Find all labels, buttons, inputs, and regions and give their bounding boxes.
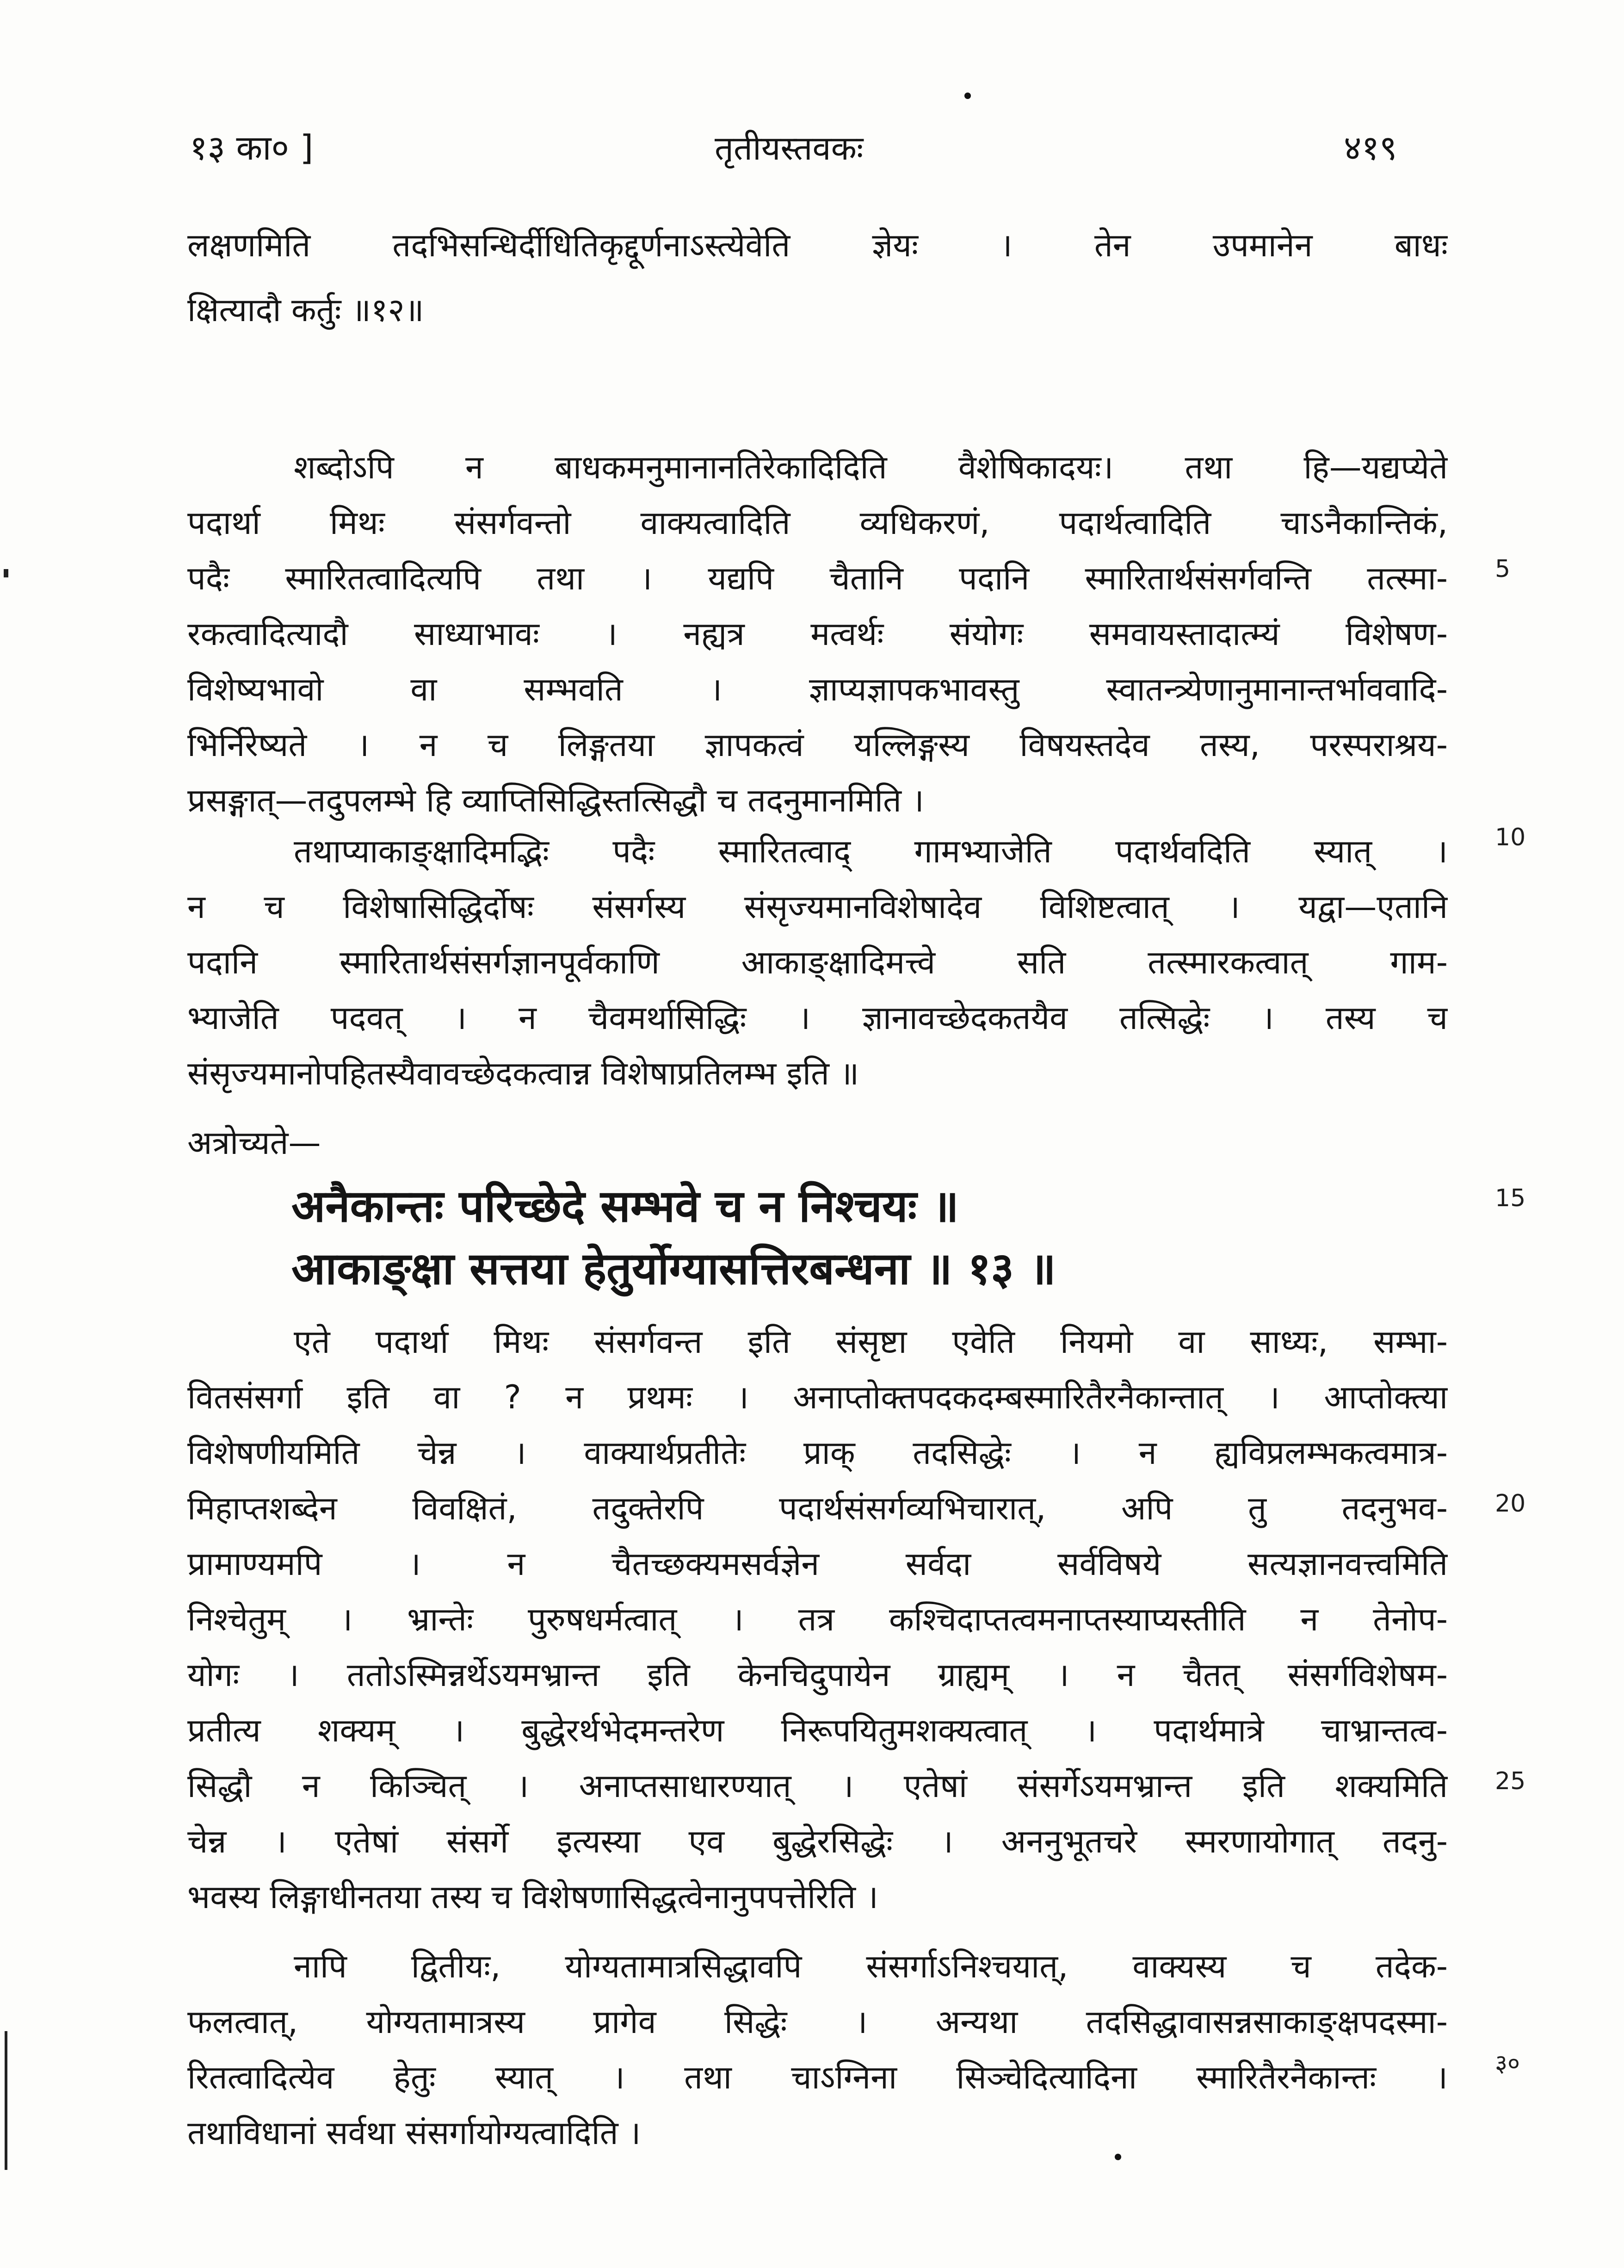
edge-mark (4, 569, 8, 577)
running-title: तृतीयस्तवकः (715, 129, 864, 167)
page-number: ४१९ (1344, 128, 1397, 168)
text-line: रकत्वादित्यादौ साध्याभावः । नह्यत्र मत्वर्थः संयोगः समवायस्तादात्म्यं विशेषण- (187, 615, 1448, 653)
paragraph-vaisheshika-view (187, 440, 1448, 828)
edge-mark (5, 2031, 7, 2170)
text-line: नापि द्वितीयः, योग्यतामात्रसिद्धावपि संसर्गाऽनिश्चयात्, वाक्यस्य च तदेक- (294, 1947, 1448, 1985)
paragraph-reply (187, 1314, 1448, 1925)
karika-verse-line-2: आकाङ्क्षा सत्तया हेतुर्योग्यासत्तिरबन्धना ॥ १३ ॥ (291, 1243, 1056, 1295)
text-line: विशेषणीयमिति चेन्न । वाक्यार्थप्रतीतेः प्राक् तदसिद्धेः । न ह्यविप्रलम्भकत्वमात्र- (187, 1434, 1448, 1472)
line-number-30: ३० (1495, 2050, 1520, 2077)
text-line: मिहाप्तशब्देन विवक्षितं, तदुक्तेरपि पदार्थसंसर्गव्यभिचारात्, अपि तु तदनुभव- (187, 1489, 1448, 1527)
text-line: प्रामाण्यमपि । न चैतच्छक्यमसर्वज्ञेन सर्वदा सर्वविषये सत्यज्ञानवत्त्वमिति (187, 1545, 1448, 1583)
text-line: प्रतीत्य शक्यम् । बुद्धेरर्थभेदमन्तरेण निरूपयितुमशक्यत्वात् । पदार्थमात्रे चाभ्रान्तत्व- (187, 1711, 1448, 1749)
text-line: फलत्वात्, योग्यतामात्रस्य प्रागेव सिद्धेः । अन्यथा तदसिद्धावासन्नसाकाङ्क्षपदस्मा- (187, 2003, 1448, 2041)
text-line: लक्षणमिति तदभिसन्धिर्दीधितिकृद्दूर्णनाऽस्त्येवेति ज्ञेयः । तेन उपमानेन बाधः (187, 226, 1448, 264)
text-line: तथाविधानां सर्वथा संसर्गायोग्यत्वादिति । (187, 2114, 641, 2152)
scan-speck (1115, 2154, 1121, 2160)
text-line: अत्रोच्यते— (187, 1124, 321, 1162)
paragraph-objection (187, 824, 1448, 1101)
text-line: पदानि स्मारितार्थसंसर्गज्ञानपूर्वकाणि आकाङ्क्षादिमत्त्वे सति तत्स्मारकत्वात् गाम- (187, 943, 1448, 981)
verse-intro (187, 1115, 1448, 1171)
text-line: शब्दोऽपि न बाधकमनुमानानतिरेकादिदिति वैशेषिकादयः। तथा हि—यद्यप्येते (294, 448, 1448, 486)
line-number-20: 20 (1495, 1490, 1526, 1518)
scan-speck (964, 93, 971, 99)
karika-verse-line-1: अनैकान्तः परिच्छेदे सम्भवे च न निश्चयः ॥ (291, 1180, 959, 1232)
line-number-5: 5 (1495, 555, 1511, 583)
line-number-10: 10 (1495, 824, 1526, 851)
line-number-25: 25 (1495, 1767, 1526, 1795)
text-line: सिद्धौ न किञ्चित् । अनाप्तसाधारण्यात् । एतेषां संसर्गेऽयमभ्रान्त इति शक्यमिति (187, 1767, 1448, 1805)
text-line: भ्याजेति पदवत् । न चैवमर्थासिद्धिः । ज्ञानावच्छेदकतयैव तत्सिद्धेः । तस्य च (187, 999, 1448, 1037)
text-line: विशेष्यभावो वा सम्भवति । ज्ञाप्यज्ञापकभावस्तु स्वातन्त्र्येणानुमानान्तर्भाववादि- (187, 670, 1448, 708)
paragraph-second-option (187, 1939, 1448, 2161)
line-number-15: 15 (1495, 1184, 1526, 1212)
text-line: न च विशेषासिद्धिर्दोषः संसर्गस्य संसृज्यमानविशेषादेव विशिष्टत्वात् । यद्वा—एतानि (187, 888, 1448, 926)
text-line: भवस्य लिङ्गाधीनतया तस्य च विशेषणासिद्धत्वेनानुपपत्तेरिति । (187, 1878, 878, 1916)
text-line: योगः । ततोऽस्मिन्नर्थेऽयमभ्रान्त इति केनचिदुपायेन ग्राह्यम् । न चैतत् संसर्गविशेषम- (187, 1656, 1448, 1694)
text-line: तथाप्याकाङ्क्षादिमद्भिः पदैः स्मारितत्वाद् गामभ्याजेति पदार्थवदिति स्यात् । (294, 832, 1448, 870)
text-line: क्षित्यादौ कर्तुः ॥१२॥ (187, 291, 424, 329)
text-line: एते पदार्था मिथः संसर्गवन्त इति संसृष्टा एवेति नियमो वा साध्यः, सम्भा- (294, 1323, 1448, 1361)
text-line: संसृज्यमानोपहितस्यैवावच्छेदकत्वान्न विशेषाप्रतिलम्भ इति ॥ (187, 1054, 859, 1092)
text-line: पदैः स्मारितत्वादित्यपि तथा । यद्यपि चैतानि पदानि स्मारितार्थसंसर्गवन्ति तत्स्मा- (187, 559, 1448, 597)
text-line: प्रसङ्गात्—तदुपलम्भे हि व्याप्तिसिद्धिस्तत्सिद्धौ च तदनुमानमिति । (187, 781, 924, 819)
text-line: पदार्था मिथः संसर्गवन्तो वाक्यत्वादिति व्यधिकरणं, पदार्थत्वादिति चाऽनैकान्तिकं, (187, 504, 1448, 542)
paragraph-continuation (187, 213, 1448, 342)
text-line: निश्चेतुम् । भ्रान्तेः पुरुषधर्मत्वात् । तत्र कश्चिदाप्तत्वमनाप्तस्याप्यस्तीति न तेनोप- (187, 1600, 1448, 1638)
text-line: वितसंसर्गा इति वा ? न प्रथमः । अनाप्तोक्तपदकदम्बस्मारितैरनैकान्तात् । आप्तोक्त्या (187, 1378, 1448, 1416)
text-line: रितत्वादित्येव हेतुः स्यात् । तथा चाऽग्निना सिञ्चेदित्यादिना स्मारितैरनैकान्तः । (187, 2058, 1448, 2096)
chapter-marker: १३ का० ] (190, 128, 314, 168)
text-line: भिर्निरेष्यते । न च लिङ्गतया ज्ञापकत्वं यल्लिङ्गस्य विषयस्तदेव तस्य, परस्पराश्रय- (187, 726, 1448, 764)
text-line: चेन्न । एतेषां संसर्गे इत्यस्या एव बुद्धेरसिद्धेः । अननुभूतचरे स्मरणायोगात् तदनु- (187, 1822, 1448, 1860)
